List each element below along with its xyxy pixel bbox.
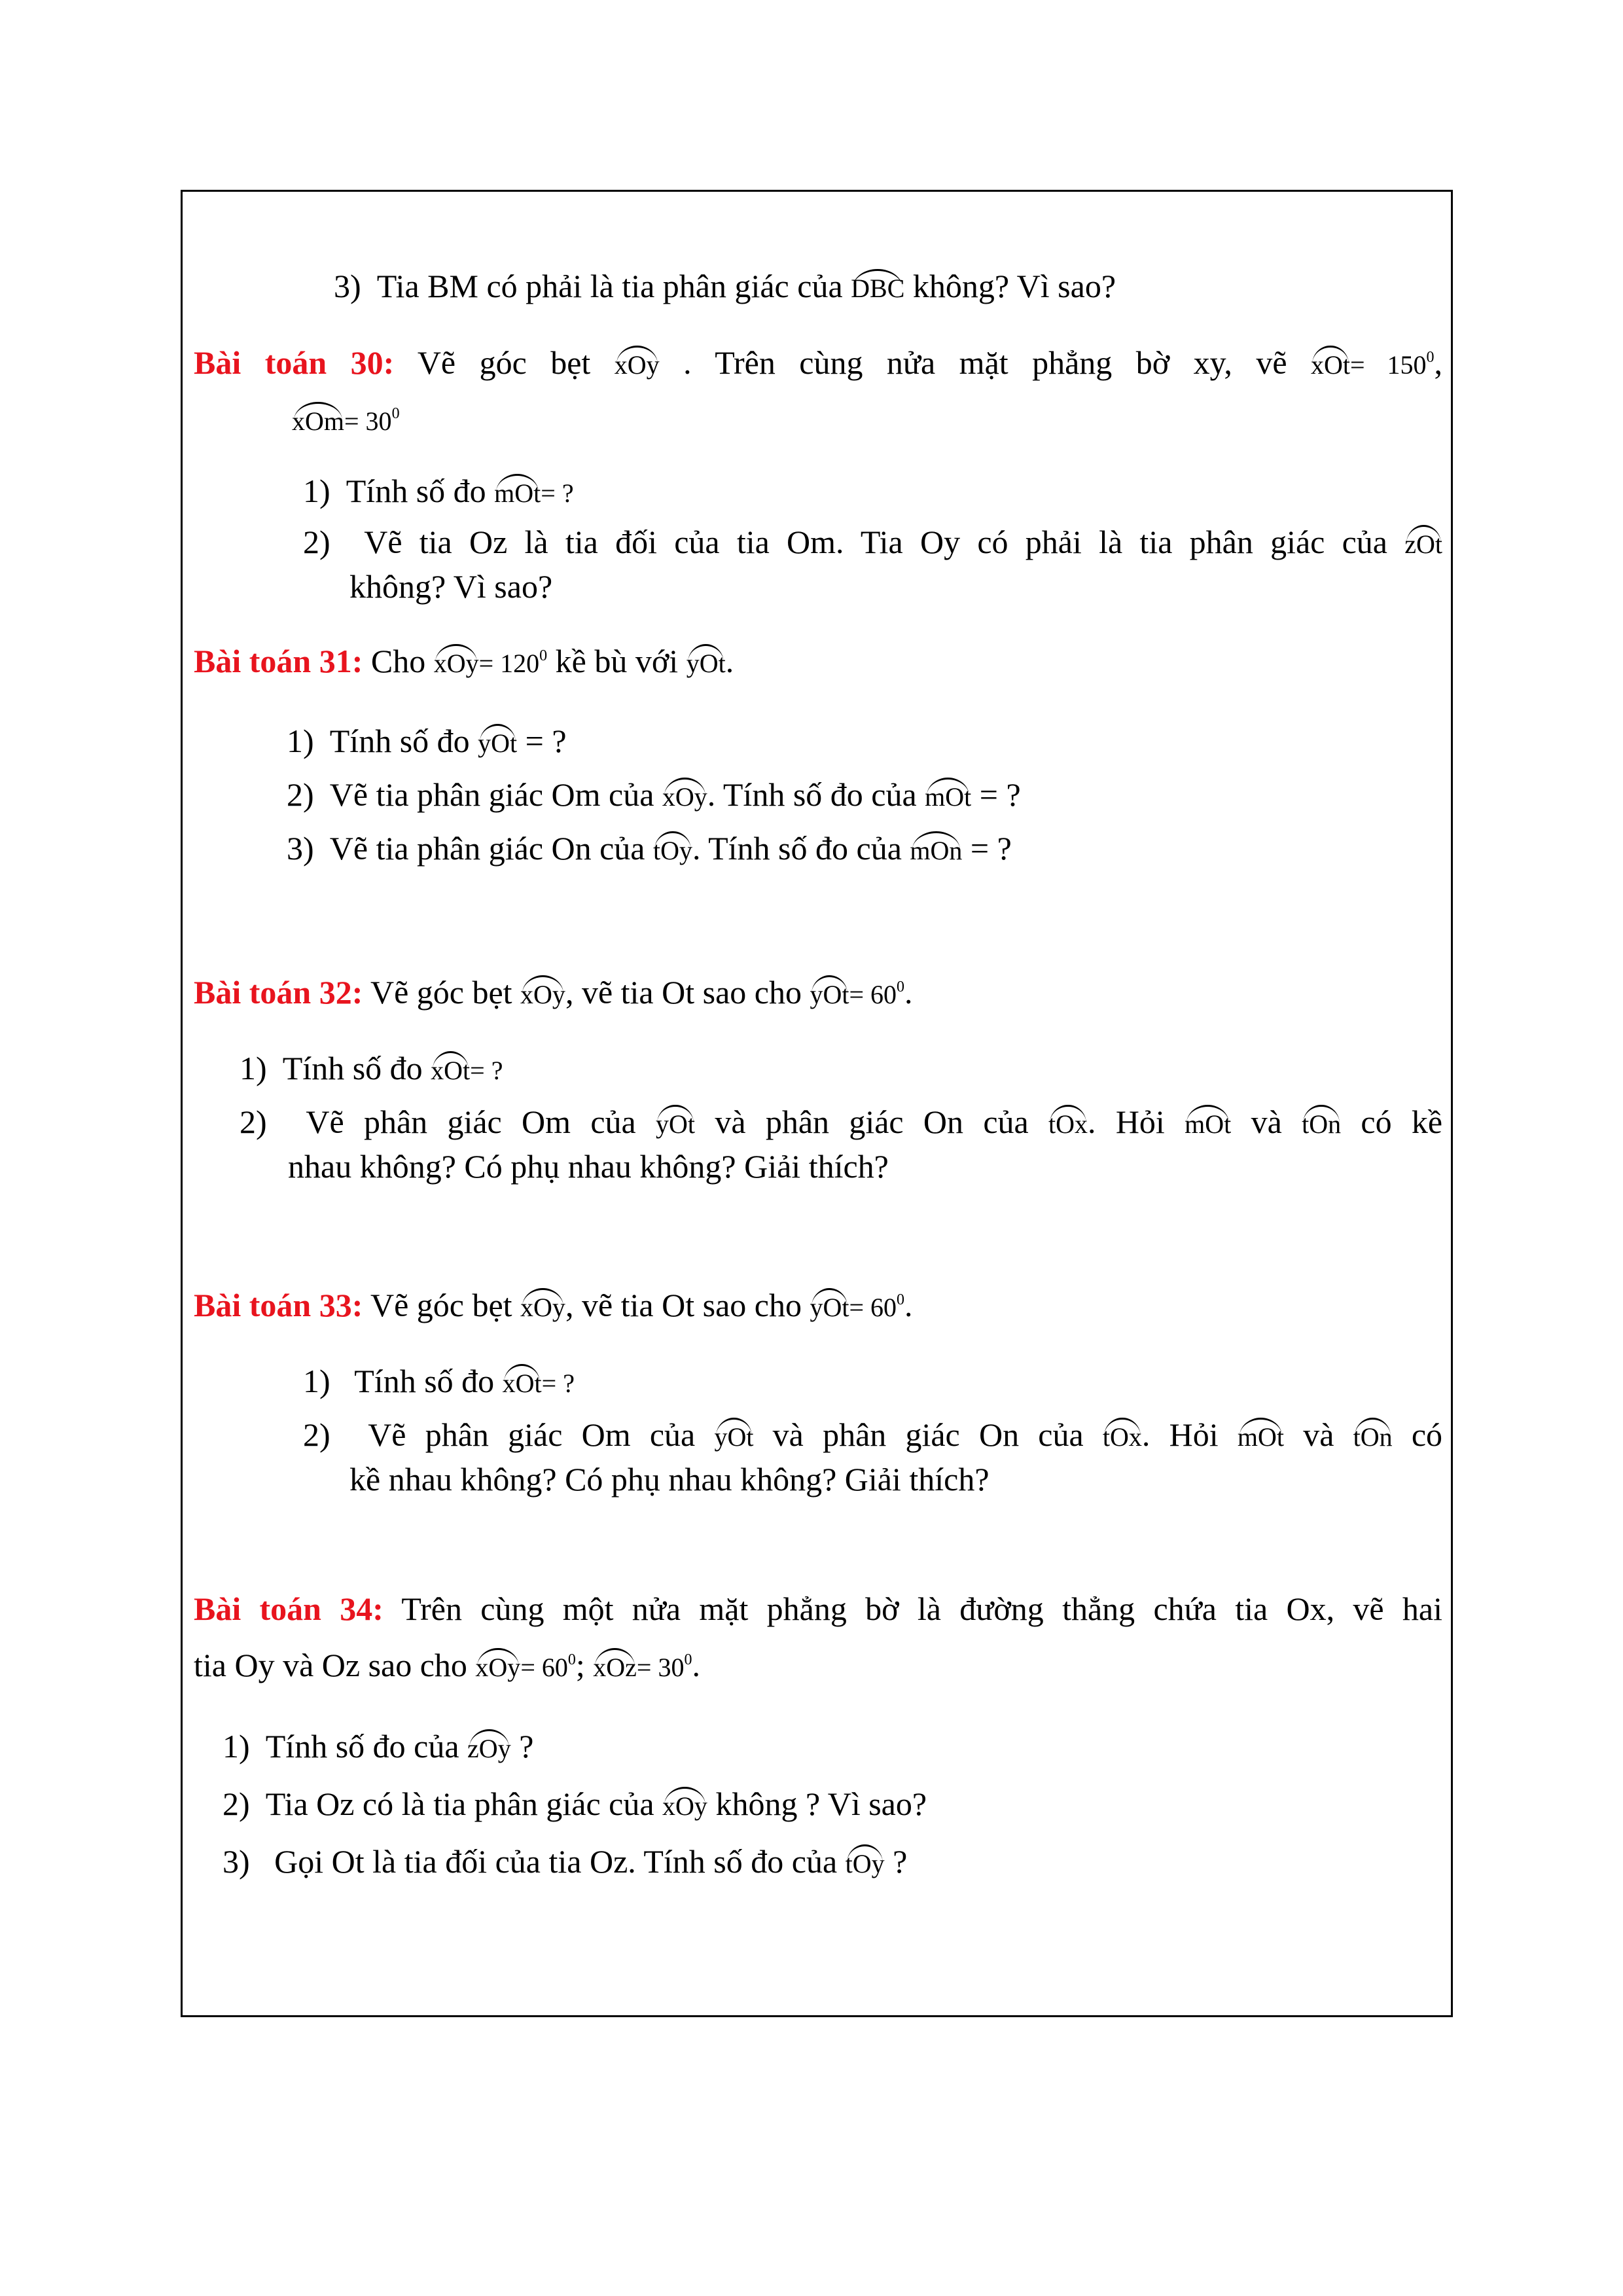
p30-item-1 (303, 470, 574, 513)
text-run: , vẽ tia Ot sao cho (565, 1287, 802, 1323)
text-run: = 150 (1350, 350, 1427, 380)
text-run: ? (893, 1843, 908, 1880)
text-run: . (692, 1647, 700, 1683)
text-run: , (1434, 344, 1443, 381)
angle-dbc: DBC (851, 265, 904, 303)
p32-title: Bài toán 32: (194, 974, 363, 1011)
p31-title: Bài toán 31: (194, 643, 363, 679)
angle-xom: xOm (292, 398, 344, 436)
angle-yot: yOt (714, 1414, 753, 1452)
angle-tox: tOx (1048, 1101, 1088, 1139)
text-run: có kề (1361, 1103, 1443, 1140)
text-run: 1) (303, 1363, 330, 1399)
text-run: và (1303, 1416, 1334, 1453)
text-run: không ? Vì sao? (715, 1785, 927, 1822)
text-run: Tia BM có phải là tia phân giác của (376, 268, 843, 304)
angle-yot: yOt (478, 720, 517, 758)
text-run: không? Vì sao? (349, 568, 553, 605)
text-run: ? (519, 1728, 534, 1765)
text-run: 1) (223, 1728, 250, 1765)
p30-statement-2: $xOm= 30^0$ (292, 398, 400, 441)
text-run: Vẽ tia phân giác On của (329, 830, 645, 867)
text-run: Trên cùng một nửa mặt phẳng bờ là đường thẳng chứa tia Ox, vẽ hai (401, 1590, 1442, 1627)
angle-tox: tOx (1103, 1414, 1142, 1452)
angle-xoy: xOy (615, 342, 660, 380)
angle-mot: mOt (1238, 1414, 1284, 1452)
text-run: Vẽ tia phân giác Om của (329, 776, 654, 813)
p31-item-2 (287, 774, 1021, 814)
text-run: = ? (970, 830, 1012, 867)
p33-title: Bài toán 33: (194, 1287, 363, 1323)
text-run: . Trên cùng nửa mặt phẳng bờ xy, vẽ (683, 344, 1287, 381)
text-run: Vẽ tia Oz là tia đối của tia Om. Tia Oy có phải là tia phân giác của (364, 524, 1387, 560)
angle-xoy: xOy (475, 1644, 520, 1682)
text-run: có (1411, 1416, 1443, 1453)
text-run: không? Vì sao? (912, 268, 1116, 304)
text-run: kề bù với (555, 643, 679, 679)
text-run: . (904, 974, 913, 1011)
text-run: = ? (541, 1369, 575, 1398)
p32-statement: Bài toán 32: Vẽ góc bẹt xOy, vẽ tia Ot sao cho $yOt= 60^0$. (194, 971, 913, 1014)
text-run: 1) (287, 723, 314, 759)
p31-item-1 (287, 720, 567, 761)
text-run: = 30 (344, 406, 392, 436)
p30-title: Bài toán 30: (194, 344, 395, 381)
text-run: tia Oy và Oz sao cho (194, 1647, 467, 1683)
text-run: 2) (223, 1785, 250, 1822)
text-run: và (1251, 1103, 1282, 1140)
text-run: = 60 (849, 980, 897, 1009)
text-run: . Tính số đo của (692, 830, 902, 867)
text-run: Vẽ phân giác Om của (306, 1103, 636, 1140)
angle-yot: yOt (810, 1284, 849, 1322)
angle-mot: mOt (1185, 1101, 1231, 1139)
p33-item-1 (303, 1360, 575, 1403)
p33-item-2-cont (349, 1460, 990, 1499)
angle-xoz: xOz (593, 1644, 637, 1682)
text-run: = 120 (478, 649, 540, 678)
p34-item-1 (223, 1725, 533, 1766)
p34-title: Bài toán 34: (194, 1590, 383, 1627)
angle-toy: tOy (846, 1840, 885, 1878)
text-run: Tính số đo (354, 1363, 495, 1399)
text-run: kề nhau không? Có phụ nhau không? Giải thích? (349, 1461, 990, 1498)
text-run: 3) (334, 268, 361, 304)
p29-item-3 (334, 265, 1116, 306)
p31-statement: Bài toán 31: Cho $xOy= 120^0$ kề bù với yOt. (194, 640, 734, 683)
p33-statement: Bài toán 33: Vẽ góc bẹt xOy, vẽ tia Ot sao cho $yOt= 60^0$. (194, 1284, 913, 1327)
text-run: Tính số đo (282, 1050, 423, 1086)
p32-item-2-cont (288, 1147, 889, 1186)
text-run: và phân giác On của (772, 1416, 1084, 1453)
text-run: . Hỏi (1088, 1103, 1165, 1140)
angle-zot: zOt (1404, 521, 1442, 559)
angle-xot: xOt (1311, 342, 1350, 380)
angle-yot: yOt (656, 1101, 695, 1139)
angle-xoy: xOy (662, 1783, 707, 1821)
p30-item-2 (303, 521, 1442, 562)
angle-yot: yOt (687, 640, 726, 678)
text-run: = ? (541, 478, 574, 508)
p30-item-2-cont (349, 567, 552, 606)
text-run: 2) (303, 1416, 330, 1453)
angle-yot: yOt (810, 971, 849, 1009)
text-run: Vẽ góc bẹt (417, 344, 591, 381)
text-run: Gọi Ot là tia đối của tia Oz. Tính số đo của (274, 1843, 838, 1880)
p34-statement (194, 1589, 1442, 1628)
angle-mon: mOn (910, 827, 962, 865)
text-run: . (725, 643, 734, 679)
angle-xoy: xOy (434, 640, 479, 678)
angle-xoy: xOy (520, 1284, 565, 1322)
angle-xot: xOt (503, 1360, 542, 1398)
text-run: = ? (525, 723, 567, 759)
text-run: . Tính số đo của (707, 776, 917, 813)
text-run: Tính số đo (346, 473, 486, 509)
text-run: 3) (223, 1843, 250, 1880)
text-run: 2) (287, 776, 314, 813)
p34-item-2 (223, 1783, 927, 1823)
text-run: 2) (240, 1103, 267, 1140)
text-run: = 30 (636, 1653, 685, 1682)
text-run: , vẽ tia Ot sao cho (565, 974, 802, 1011)
text-run: Tia Oz có là tia phân giác của (265, 1785, 654, 1822)
p30-statement: Bài toán 30: Vẽ góc bẹt xOy . Trên cùng nửa mặt phẳng bờ xy, vẽ $xOt= 150^0$, (194, 342, 1442, 385)
text-run: Cho (370, 643, 426, 679)
text-run: ; (575, 1647, 585, 1683)
text-run: = 60 (520, 1653, 568, 1682)
p31-item-3 (287, 827, 1012, 868)
angle-mot: mOt (925, 774, 971, 812)
text-run: = ? (979, 776, 1021, 813)
p34-item-3 (223, 1840, 907, 1881)
text-run: 1) (303, 473, 330, 509)
p32-item-2 (240, 1101, 1442, 1141)
text-run: Vẽ góc bẹt (370, 974, 512, 1011)
text-run: và phân giác On của (715, 1103, 1029, 1140)
angle-ton: tOn (1302, 1101, 1341, 1139)
text-run: 1) (240, 1050, 267, 1086)
angle-mot: mOt (494, 470, 541, 508)
text-run: Vẽ góc bẹt (370, 1287, 512, 1323)
angle-xot: xOt (431, 1047, 470, 1085)
text-run: 2) (303, 524, 330, 560)
p34-statement-2: tia Oy và Oz sao cho $xOy= 60^0$; $xOz= 30^0$. (194, 1644, 700, 1687)
text-run: . Hỏi (1141, 1416, 1219, 1453)
text-run: 3) (287, 830, 314, 867)
text-run: nhau không? Có phụ nhau không? Giải thích? (288, 1148, 889, 1185)
p33-item-2 (303, 1414, 1442, 1454)
text-run: = ? (470, 1056, 503, 1085)
text-run: . (904, 1287, 913, 1323)
angle-ton: tOn (1353, 1414, 1393, 1452)
angle-toy: tOy (653, 827, 692, 865)
text-run: = 60 (849, 1293, 897, 1322)
text-run: Vẽ phân giác Om của (368, 1416, 696, 1453)
angle-xoy: xOy (520, 971, 565, 1009)
angle-xoy: xOy (662, 774, 707, 812)
text-run: Tính số đo (329, 723, 470, 759)
angle-zoy: zOy (467, 1725, 511, 1763)
text-run: Tính số đo của (265, 1728, 459, 1765)
p32-item-1 (240, 1047, 503, 1090)
